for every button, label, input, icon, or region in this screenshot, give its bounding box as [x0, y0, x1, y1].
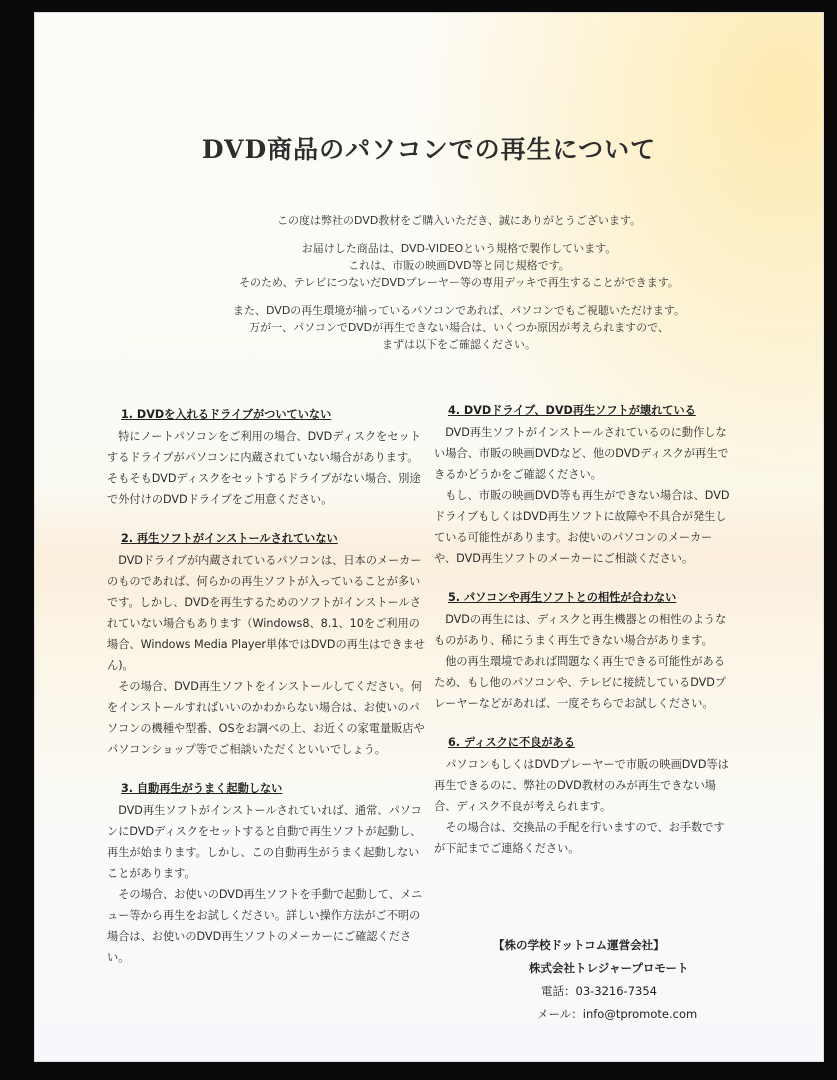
section-title: 5. パソコンや再生ソフトとの相性が合わない: [448, 591, 677, 604]
section-paragraph: パソコンもしくはDVDプレーヤーで市販の映画DVD等は再生できるのに、弊社のDVD教材のみが再生できない場合、ディスク不良が考えられます。: [434, 758, 729, 813]
intro-line: まずは以下をご確認ください。: [382, 338, 536, 351]
section-title: 4. DVDドライブ、DVD再生ソフトが壊れている: [448, 404, 696, 417]
section-title: 2. 再生ソフトがインストールされていない: [121, 532, 338, 545]
section-paragraph: DVDドライブが内蔵されているパソコンは、日本のメーカーのものであれば、何らかの再生ソフトが入っていることが多いです。しかし、DVDを再生するためのソフトがインストールされていない場合もあります（Windows8、8.1、10をご利用の場合、Windows Media Player単体ではDVDの再生はできません)。: [107, 554, 425, 672]
intro-line: そのため、テレビにつないだDVDプレーヤー等の専用デッキで再生することができます。: [239, 276, 679, 289]
intro-line: 万が一、パソコンでDVDが再生できない場合は、いくつか原因が考えられますので、: [249, 321, 669, 334]
left-column: [107, 404, 427, 986]
section-3: [107, 778, 427, 968]
section-paragraph: DVD再生ソフトがインストールされていれば、通常、パソコンにDVDディスクをセットすると自動で再生ソフトが起動し、再生が始まります。しかし、この自動再生がうまく起動しないことがあります。: [107, 804, 422, 880]
intro-line: また、DVDの再生環境が揃っているパソコンであれば、パソコンでもご視聴いただけます。: [233, 304, 685, 317]
section-title: 3. 自動再生がうまく起動しない: [121, 782, 283, 795]
section-2: [107, 528, 427, 760]
company-header: 【株の学校ドットコム運営会社】: [493, 938, 665, 952]
intro-text: [134, 212, 784, 353]
company-email: メール：info@tpromote.com: [537, 1007, 698, 1021]
section-paragraph: 他の再生環境であれば問題なく再生できる可能性があるため、もし他のパソコンや、テレビに接続しているDVDプレーヤーなどがあれば、一度そちらでお試しください。: [434, 655, 727, 710]
section-paragraph: DVD再生ソフトがインストールされているのに動作しない場合、市販の映画DVDなど、他のDVDディスクが再生できるかどうかをご確認ください。: [434, 426, 729, 481]
right-column: [434, 400, 734, 877]
section-1: [107, 404, 427, 510]
document-sheet: [34, 12, 824, 1062]
company-phone: 電話：03-3216-7354: [541, 984, 657, 998]
section-paragraph: その場合、お使いのDVD再生ソフトを手動で起動して、メニュー等から再生をお試しください。詳しい操作方法がご不明の場合は、お使いのDVD再生ソフトのメーカーにご確認ください。: [107, 888, 423, 964]
intro-line: この度は弊社のDVD教材をご購入いただき、誠にありがとうございます。: [277, 214, 641, 227]
section-title: 6. ディスクに不良がある: [448, 736, 575, 749]
section-paragraph: その場合、DVD再生ソフトをインストールしてください。何をインストールすればいいのかわからない場合は、お使いのパソコンの機種や型番、OSをお調べの上、お近くの家電量販店やパソコンショップ等でご相談いただくといいでしょう。: [107, 680, 425, 756]
company-info: [489, 934, 697, 1026]
section-title: 1. DVDを入れるドライブがついていない: [121, 408, 332, 421]
section-5: [434, 587, 734, 714]
company-name: 株式会社トレジャープロモート: [529, 961, 689, 975]
section-paragraph: 特にノートパソコンをご利用の場合、DVDディスクをセットするドライブがパソコンに内蔵されていない場合があります。そもそもDVDディスクをセットするドライブがない場合、別途で外付けのDVDドライブをご用意ください。: [107, 430, 421, 506]
intro-line: これは、市販の映画DVD等と同じ規格です。: [348, 259, 570, 272]
page-title: DVD商品のパソコンでの再生について: [201, 135, 657, 164]
section-paragraph: その場合は、交換品の手配を行いますので、お手数ですが下記までご連絡ください。: [434, 821, 725, 855]
intro-line: お届けした商品は、DVD-VIDEOという規格で製作しています。: [301, 242, 617, 255]
section-6: [434, 732, 734, 859]
section-paragraph: もし、市販の映画DVD等も再生ができない場合は、DVDドライブもしくはDVD再生ソフトに故障や不具合が発生している可能性があります。お使いのパソコンのメーカーや、DVD再生ソフトのメーカーにご相談ください。: [434, 489, 730, 565]
section-4: [434, 400, 734, 569]
section-paragraph: DVDの再生には、ディスクと再生機器との相性のようなものがあり、稀にうまく再生できない場合があります。: [434, 613, 727, 647]
